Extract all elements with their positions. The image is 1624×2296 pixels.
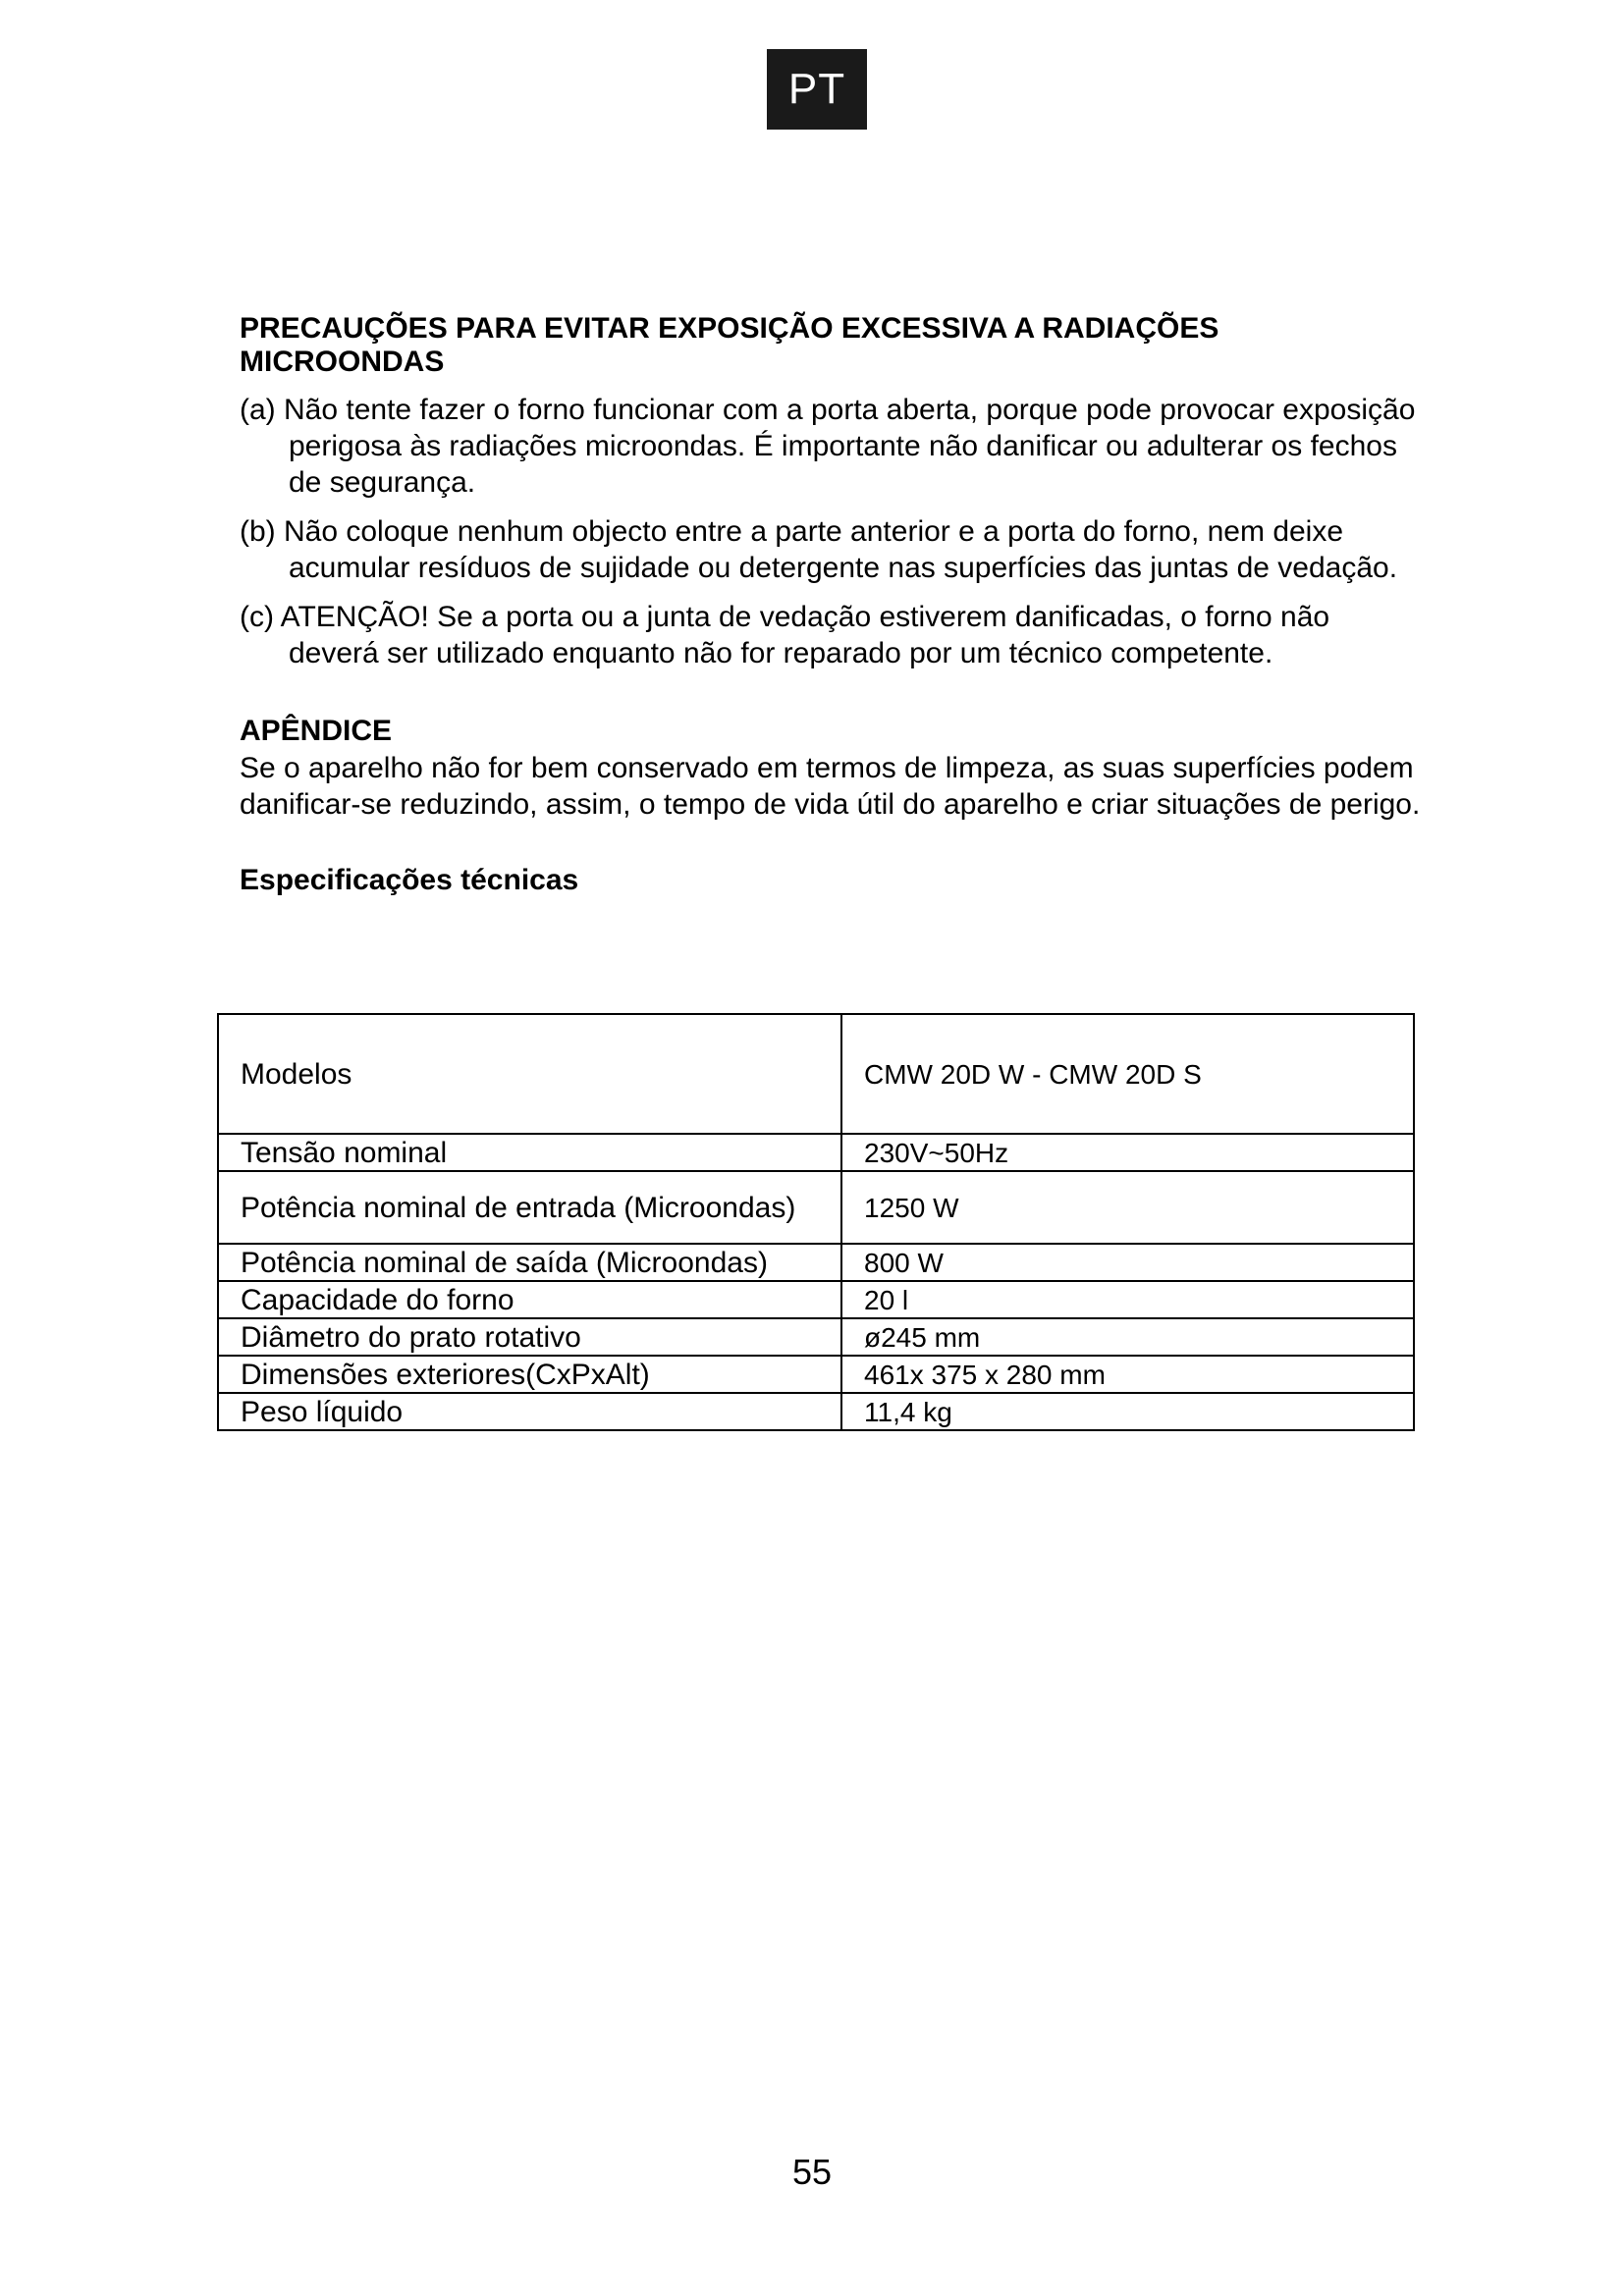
specs-heading: Especificações técnicas (240, 864, 579, 896)
spec-label: Capacidade do forno (218, 1281, 841, 1318)
spec-value: 461x 375 x 280 mm (841, 1356, 1414, 1393)
appendix-text: Se o aparelho não for bem conservado em termos de limpeza, as suas superfícies podem danificar-se reduzindo, assim, o tempo de vida útil do aparelho e criar situações de perigo. (240, 752, 1421, 821)
spec-label: Peso líquido (218, 1393, 841, 1430)
table-row (218, 1393, 1414, 1430)
spec-value: 230V~50Hz (841, 1134, 1414, 1171)
spec-label: Tensão nominal (218, 1134, 841, 1171)
page-content (240, 312, 1428, 897)
table-row (218, 1244, 1414, 1281)
language-badge: PT (767, 49, 867, 130)
radiation-heading-line2: MICROONDAS (240, 346, 445, 378)
spec-label: Modelos (218, 1014, 841, 1134)
radiation-heading-line1: PRECAUÇÕES PARA EVITAR EXPOSIÇÃO EXCESSIVA A RADIAÇÕES (240, 312, 1219, 345)
precaution-item-b: (b) Não coloque nenhum objecto entre a parte anterior e a porta do forno, nem deixe acumular resíduos de sujidade ou detergente nas superfícies das juntas de vedação. (240, 515, 1398, 584)
spec-label: Dimensões exteriores(CxPxAlt) (218, 1356, 841, 1393)
spec-value: 11,4 kg (841, 1393, 1414, 1430)
specs-table (217, 1013, 1415, 1431)
spec-value: 1250 W (841, 1171, 1414, 1244)
table-row (218, 1281, 1414, 1318)
precaution-item-a: (a) Não tente fazer o forno funcionar com a porta aberta, porque pode provocar exposição perigosa às radiações microondas. É importante não danificar ou adulterar os fechos de segurança. (240, 394, 1416, 499)
table-row (218, 1134, 1414, 1171)
spec-value: CMW 20D W - CMW 20D S (841, 1014, 1414, 1134)
spec-value: 800 W (841, 1244, 1414, 1281)
radiation-precautions-heading (240, 312, 1428, 379)
spec-value: 20 l (841, 1281, 1414, 1318)
table-row (218, 1171, 1414, 1244)
spec-value: ø245 mm (841, 1318, 1414, 1356)
precaution-item-c: (c) ATENÇÃO! Se a porta ou a junta de vedação estiverem danificadas, o forno não deverá ser utilizado enquanto não for reparado por um técnico competente. (240, 601, 1330, 669)
table-row (218, 1356, 1414, 1393)
spec-label: Potência nominal de saída (Microondas) (218, 1244, 841, 1281)
page-number: 55 (791, 2152, 833, 2192)
spec-label: Potência nominal de entrada (Microondas) (218, 1171, 841, 1244)
table-row (218, 1318, 1414, 1356)
appendix-heading: APÊNDICE (240, 715, 393, 747)
spec-label: Diâmetro do prato rotativo (218, 1318, 841, 1356)
table-row (218, 1014, 1414, 1134)
